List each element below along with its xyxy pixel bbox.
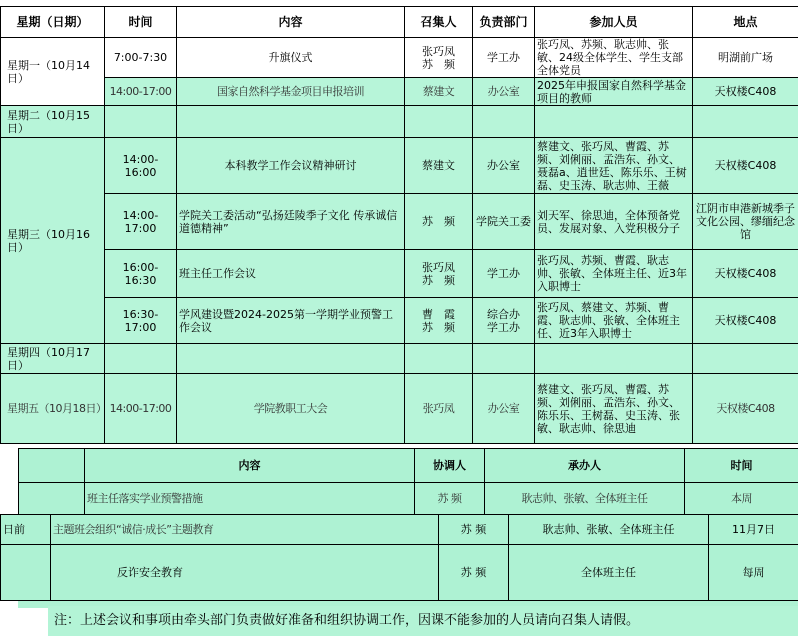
table-row (1, 298, 798, 344)
dept-cell: 学院关工委 (473, 194, 535, 250)
table-row (1, 38, 798, 78)
content-cell: 班主任工作会议 (177, 250, 405, 298)
table-row (1, 78, 798, 106)
participants-cell: 刘天军、徐思迪，全体预备党员、发展对象、入党积极分子 (535, 194, 693, 250)
table-row (1, 545, 798, 601)
time-cell: 7:00-7:30 (105, 38, 177, 78)
header-convener: 召集人 (405, 7, 473, 38)
table-row (1, 374, 798, 444)
header-content: 内容 (177, 7, 405, 38)
time-cell: 16:30-17:00 (105, 298, 177, 344)
header-participants: 参加人员 (535, 7, 693, 38)
tasks-header-content: 内容 (85, 449, 415, 483)
task-content: 主题班会组织“诚信·成长”主题教育 (51, 515, 439, 545)
time-cell: 14:00-17:00 (105, 374, 177, 444)
task-content: 反诈安全教育 (51, 545, 439, 601)
dept-cell: 学工办 (473, 38, 535, 78)
convener-cell: 蔡建文 (405, 78, 473, 106)
task-coordinator: 苏 频 (415, 483, 485, 515)
table-row (19, 483, 798, 515)
tasks-header-coordinator: 协调人 (415, 449, 485, 483)
participants-cell: 蔡建文、张巧凤、曹霞、苏频、刘俐丽、孟浩东、孙文、陈乐乐、王树磊、史玉涛、张敏、耿志帅、徐思迪 (535, 374, 693, 444)
location-cell: 明湖前广场 (693, 38, 798, 78)
header-time: 时间 (105, 7, 177, 38)
dept-cell: 办公室 (473, 78, 535, 106)
task-handler: 全体班主任 (509, 545, 709, 601)
location-cell: 江阴市申港新城季子文化公园、缪缅纪念馆 (693, 194, 798, 250)
content-cell: 学院教职工大会 (177, 374, 405, 444)
location-cell: 天权楼C408 (693, 78, 798, 106)
task-handler: 耿志帅、张敏、全体班主任 (509, 515, 709, 545)
task-coordinator: 苏 频 (439, 545, 509, 601)
participants-cell: 张巧凤、苏频、耿志帅、张敏、24级全体学生、学生支部全体党员 (535, 38, 693, 78)
weekly-schedule-table (0, 6, 798, 444)
tasks-header-handler: 承办人 (485, 449, 685, 483)
task-time: 11月7日 (709, 515, 798, 545)
tasks-header-row (19, 449, 798, 483)
convener-cell: 张巧凤 苏 频 (405, 38, 473, 78)
header-day: 星期（日期） (1, 7, 105, 38)
table-row (1, 344, 798, 374)
tasks-table-lower (0, 514, 798, 601)
day-cell: 星期五（10月18日） (1, 374, 105, 444)
location-cell: 天权楼C408 (693, 250, 798, 298)
convener-cell: 曹 霞 苏 频 (405, 298, 473, 344)
convener-cell: 张巧凤 (405, 374, 473, 444)
tasks-table (18, 448, 798, 515)
day-cell: 星期三（10月16日） (1, 138, 105, 344)
convener-cell: 苏 频 (405, 194, 473, 250)
task-label: 日前 (1, 515, 51, 545)
day-cell: 星期四（10月17日） (1, 344, 105, 374)
participants-cell: 张巧凤、苏频、曹霞、耿志帅、张敏、全体班主任、近3年入职博士 (535, 250, 693, 298)
content-cell: 升旗仪式 (177, 38, 405, 78)
dept-cell: 学工办 (473, 250, 535, 298)
task-coordinator: 苏 频 (439, 515, 509, 545)
time-cell: 14:00-16:00 (105, 138, 177, 194)
content-cell: 国家自然科学基金项目申报培训 (177, 78, 405, 106)
content-cell: 学院关工委活动“弘扬廷陵季子文化 传承诚信道德精神” (177, 194, 405, 250)
convener-cell: 蔡建文 (405, 138, 473, 194)
task-content: 班主任落实学业预警措施 (85, 483, 415, 515)
table-row (1, 515, 798, 545)
content-cell: 学风建设暨2024-2025第一学期学业预警工作会议 (177, 298, 405, 344)
dept-cell: 综合办 学工办 (473, 298, 535, 344)
table-row (1, 106, 798, 138)
participants-cell: 2025年申报国家自然科学基金项目的教师 (535, 78, 693, 106)
header-location: 地点 (693, 7, 798, 38)
convener-cell: 张巧凤 苏 频 (405, 250, 473, 298)
table-row (1, 138, 798, 194)
header-dept: 负责部门 (473, 7, 535, 38)
dept-cell: 办公室 (473, 374, 535, 444)
location-cell: 天权楼C408 (693, 138, 798, 194)
content-cell: 本科教学工作会议精神研讨 (177, 138, 405, 194)
table-row (1, 194, 798, 250)
time-cell: 14:00-17:00 (105, 78, 177, 106)
time-cell: 14:00-17:00 (105, 194, 177, 250)
table-row (1, 250, 798, 298)
location-cell: 天权楼C408 (693, 298, 798, 344)
day-cell: 星期二（10月15日） (1, 106, 105, 138)
location-cell: 天权楼C408 (693, 374, 798, 444)
time-cell: 16:00-16:30 (105, 250, 177, 298)
table-header-row (1, 7, 798, 38)
dept-cell: 办公室 (473, 138, 535, 194)
task-time: 本周 (685, 483, 798, 515)
tasks-header-time: 时间 (685, 449, 798, 483)
footer-note: 注：上述会议和事项由牵头部门负责做好准备和组织协调工作，因课不能参加的人员请向召集人请假。 (48, 606, 798, 636)
day-cell: 星期一（10月14日） (1, 38, 105, 106)
participants-cell: 张巧凤、蔡建文、苏频、曹霞、耿志帅、张敏、全体班主任、近3年入职博士 (535, 298, 693, 344)
task-time: 每周 (709, 545, 798, 601)
participants-cell: 蔡建文、张巧凤、曹霞、苏频、刘俐丽、孟浩东、孙文、聂磊a、逍世廷、陈乐乐、王树磊、史玉涛、耿志帅、王薇 (535, 138, 693, 194)
task-handler: 耿志帅、张敏、全体班主任 (485, 483, 685, 515)
